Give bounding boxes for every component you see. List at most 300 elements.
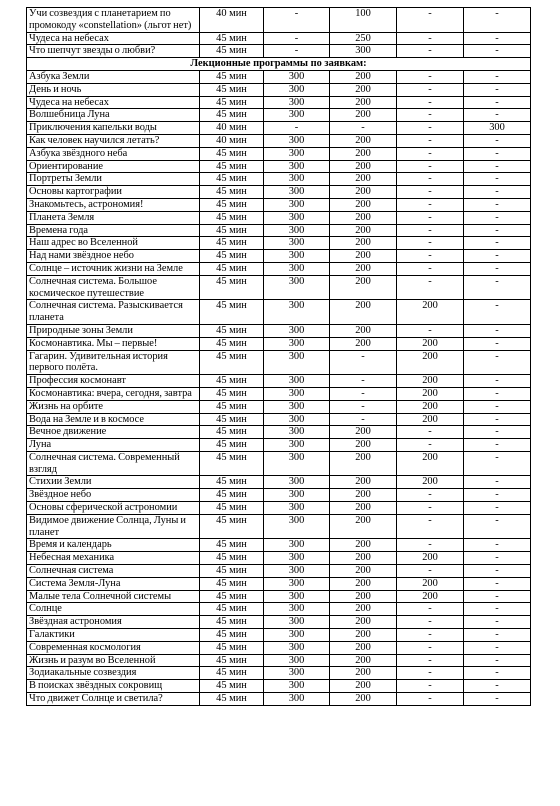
price-col-3-cell: 200 [397, 375, 464, 388]
program-title-cell: Небесная механика [27, 552, 200, 565]
table-row [27, 8, 531, 33]
price-col-2-cell: 200 [330, 514, 397, 539]
price-col-1-cell: 300 [264, 439, 330, 452]
price-col-4-cell: - [464, 83, 531, 96]
price-col-2-cell: 200 [330, 198, 397, 211]
price-col-3-cell: - [397, 122, 464, 135]
price-col-4-cell: - [464, 413, 531, 426]
price-col-1-cell: 300 [264, 275, 330, 300]
price-col-4-cell: - [464, 211, 531, 224]
price-col-1-cell: 300 [264, 413, 330, 426]
price-col-4-cell: - [464, 237, 531, 250]
table-row [27, 590, 531, 603]
price-col-3-cell: - [397, 426, 464, 439]
duration-cell: 45 мин [200, 147, 264, 160]
duration-cell: 45 мин [200, 250, 264, 263]
price-col-2-cell: 200 [330, 439, 397, 452]
price-col-1-cell: 300 [264, 693, 330, 706]
price-col-1-cell: 300 [264, 109, 330, 122]
price-col-1-cell: 300 [264, 629, 330, 642]
price-col-2-cell: 200 [330, 173, 397, 186]
price-col-2-cell: 200 [330, 590, 397, 603]
duration-cell: 40 мин [200, 122, 264, 135]
duration-cell: 45 мин [200, 300, 264, 325]
price-col-2-cell: 200 [330, 629, 397, 642]
price-col-4-cell: - [464, 173, 531, 186]
program-title-cell: Солнечная система. Разыскивается планета [27, 300, 200, 325]
price-col-3-cell: - [397, 514, 464, 539]
price-col-2-cell: 200 [330, 211, 397, 224]
duration-cell: 45 мин [200, 514, 264, 539]
price-col-3-cell: 200 [397, 400, 464, 413]
price-col-2-cell: 200 [330, 641, 397, 654]
duration-cell: 45 мин [200, 667, 264, 680]
table-row [27, 122, 531, 135]
price-col-4-cell: - [464, 616, 531, 629]
price-col-1-cell: 300 [264, 590, 330, 603]
program-title-cell: Солнечная система. Современный взгляд [27, 451, 200, 476]
duration-cell: 45 мин [200, 680, 264, 693]
table-row [27, 109, 531, 122]
price-col-4-cell: - [464, 45, 531, 58]
duration-cell: 45 мин [200, 96, 264, 109]
price-col-4-cell: - [464, 337, 531, 350]
price-col-3-cell: - [397, 262, 464, 275]
price-col-1-cell: 300 [264, 224, 330, 237]
price-col-1-cell: 300 [264, 147, 330, 160]
program-title-cell: Жизнь на орбите [27, 400, 200, 413]
price-col-2-cell: 200 [330, 300, 397, 325]
price-col-1-cell: 300 [264, 173, 330, 186]
price-col-3-cell: - [397, 603, 464, 616]
program-title-cell: Ориентирование [27, 160, 200, 173]
duration-cell: 45 мин [200, 629, 264, 642]
table-row [27, 400, 531, 413]
duration-cell: 45 мин [200, 186, 264, 199]
price-col-4-cell: - [464, 552, 531, 565]
program-title-cell: Жизнь и разум во Вселенной [27, 654, 200, 667]
price-col-1-cell: - [264, 45, 330, 58]
duration-cell: 45 мин [200, 451, 264, 476]
table-row [27, 211, 531, 224]
price-col-1-cell: 300 [264, 70, 330, 83]
price-col-1-cell: 300 [264, 250, 330, 263]
price-col-1-cell: 300 [264, 539, 330, 552]
program-title-cell: Знакомьтесь, астрономия! [27, 198, 200, 211]
price-col-3-cell: 200 [397, 552, 464, 565]
table-row [27, 147, 531, 160]
price-col-1-cell: 300 [264, 552, 330, 565]
table-row [27, 375, 531, 388]
table-row [27, 324, 531, 337]
price-col-2-cell: 200 [330, 426, 397, 439]
price-col-1-cell: 300 [264, 680, 330, 693]
price-col-1-cell: 300 [264, 667, 330, 680]
price-col-3-cell: - [397, 70, 464, 83]
price-col-3-cell: - [397, 629, 464, 642]
price-col-1-cell: 300 [264, 237, 330, 250]
program-title-cell: Чудеса на небесах [27, 32, 200, 45]
duration-cell: 45 мин [200, 45, 264, 58]
price-col-1-cell: 300 [264, 641, 330, 654]
duration-cell: 45 мин [200, 502, 264, 515]
price-col-3-cell: - [397, 32, 464, 45]
program-title-cell: Современная космология [27, 641, 200, 654]
price-col-1-cell: 300 [264, 616, 330, 629]
price-col-2-cell: 200 [330, 237, 397, 250]
price-col-4-cell: - [464, 109, 531, 122]
price-col-3-cell: - [397, 324, 464, 337]
price-col-2-cell: 200 [330, 539, 397, 552]
duration-cell: 45 мин [200, 350, 264, 375]
duration-cell: 45 мин [200, 337, 264, 350]
table-row [27, 300, 531, 325]
program-title-cell: Система Земля-Луна [27, 577, 200, 590]
price-col-2-cell: - [330, 350, 397, 375]
price-col-4-cell: - [464, 654, 531, 667]
price-col-4-cell: - [464, 224, 531, 237]
duration-cell: 45 мин [200, 476, 264, 489]
price-col-4-cell: - [464, 451, 531, 476]
duration-cell: 40 мин [200, 8, 264, 33]
duration-cell: 45 мин [200, 439, 264, 452]
price-col-3-cell: - [397, 224, 464, 237]
table-row [27, 83, 531, 96]
duration-cell: 45 мин [200, 237, 264, 250]
program-title-cell: Гагарин. Удивительная история первого полёта. [27, 350, 200, 375]
price-col-3-cell: - [397, 211, 464, 224]
price-col-2-cell: 200 [330, 160, 397, 173]
price-col-1-cell: 300 [264, 186, 330, 199]
program-title-cell: Чудеса на небесах [27, 96, 200, 109]
program-title-cell: Над нами звёздное небо [27, 250, 200, 263]
price-col-2-cell: 200 [330, 83, 397, 96]
price-col-4-cell: - [464, 667, 531, 680]
price-col-2-cell: 200 [330, 693, 397, 706]
price-col-2-cell: 200 [330, 616, 397, 629]
duration-cell: 45 мин [200, 224, 264, 237]
program-title-cell: Видимое движение Солнца, Луны и планет [27, 514, 200, 539]
price-col-4-cell: - [464, 300, 531, 325]
table-row [27, 237, 531, 250]
price-col-1-cell: 300 [264, 426, 330, 439]
price-col-1-cell: 300 [264, 198, 330, 211]
price-col-4-cell: - [464, 275, 531, 300]
duration-cell: 45 мин [200, 275, 264, 300]
price-col-3-cell: - [397, 160, 464, 173]
table-row [27, 476, 531, 489]
price-col-2-cell: 200 [330, 489, 397, 502]
program-title-cell: Основы картографии [27, 186, 200, 199]
price-col-3-cell: - [397, 641, 464, 654]
program-title-cell: Приключения капельки воды [27, 122, 200, 135]
table-row [27, 262, 531, 275]
program-title-cell: Солнце [27, 603, 200, 616]
duration-cell: 45 мин [200, 324, 264, 337]
price-col-4-cell: - [464, 641, 531, 654]
price-col-4-cell: - [464, 198, 531, 211]
price-col-4-cell: - [464, 590, 531, 603]
table-row [27, 32, 531, 45]
duration-cell: 45 мин [200, 160, 264, 173]
price-col-2-cell: 200 [330, 224, 397, 237]
program-title-cell: Галактики [27, 629, 200, 642]
price-col-3-cell: - [397, 237, 464, 250]
price-col-3-cell: - [397, 8, 464, 33]
table-row [27, 275, 531, 300]
duration-cell: 45 мин [200, 375, 264, 388]
price-col-1-cell: - [264, 8, 330, 33]
table-row [27, 693, 531, 706]
program-title-cell: Космонавтика: вчера, сегодня, завтра [27, 387, 200, 400]
price-col-4-cell: - [464, 70, 531, 83]
duration-cell: 45 мин [200, 198, 264, 211]
price-col-4-cell: - [464, 565, 531, 578]
program-title-cell: Звёздная астрономия [27, 616, 200, 629]
price-col-1-cell: - [264, 32, 330, 45]
duration-cell: 45 мин [200, 693, 264, 706]
table-row [27, 565, 531, 578]
price-col-3-cell: - [397, 502, 464, 515]
table-body-top [27, 8, 531, 58]
price-col-4-cell: - [464, 147, 531, 160]
program-title-cell: Природные зоны Земли [27, 324, 200, 337]
table-row [27, 134, 531, 147]
table-row [27, 451, 531, 476]
table-row [27, 70, 531, 83]
price-col-2-cell: 200 [330, 565, 397, 578]
program-title-cell: Как человек научился летать? [27, 134, 200, 147]
price-col-2-cell: 300 [330, 45, 397, 58]
program-title-cell: Звёздное небо [27, 489, 200, 502]
price-col-3-cell: - [397, 109, 464, 122]
price-col-1-cell: 300 [264, 300, 330, 325]
table-row [27, 224, 531, 237]
price-col-3-cell: - [397, 616, 464, 629]
price-col-1-cell: 300 [264, 489, 330, 502]
table-row [27, 413, 531, 426]
price-col-2-cell: 200 [330, 250, 397, 263]
price-col-4-cell: - [464, 577, 531, 590]
price-col-4-cell: - [464, 350, 531, 375]
price-col-4-cell: 300 [464, 122, 531, 135]
price-col-1-cell: 300 [264, 502, 330, 515]
table-row [27, 667, 531, 680]
duration-cell: 45 мин [200, 32, 264, 45]
table-row [27, 616, 531, 629]
price-col-4-cell: - [464, 160, 531, 173]
price-col-1-cell: 300 [264, 514, 330, 539]
program-title-cell: Вечное движение [27, 426, 200, 439]
duration-cell: 45 мин [200, 590, 264, 603]
table-row [27, 45, 531, 58]
price-col-2-cell: 200 [330, 324, 397, 337]
price-col-1-cell: 300 [264, 337, 330, 350]
price-table [26, 7, 531, 706]
price-col-4-cell: - [464, 250, 531, 263]
price-col-1-cell: 300 [264, 654, 330, 667]
price-col-4-cell: - [464, 426, 531, 439]
price-col-2-cell: 200 [330, 476, 397, 489]
price-col-2-cell: 200 [330, 262, 397, 275]
section-header-row [27, 58, 531, 71]
price-col-4-cell: - [464, 489, 531, 502]
program-title-cell: Профессия космонавт [27, 375, 200, 388]
price-col-1-cell: 300 [264, 577, 330, 590]
price-col-1-cell: 300 [264, 262, 330, 275]
section-header-body [27, 58, 531, 71]
price-col-2-cell: 200 [330, 680, 397, 693]
program-title-cell: Космонавтика. Мы – первые! [27, 337, 200, 350]
price-col-4-cell: - [464, 8, 531, 33]
table-row [27, 96, 531, 109]
duration-cell: 45 мин [200, 552, 264, 565]
table-row [27, 250, 531, 263]
price-col-3-cell: - [397, 250, 464, 263]
price-col-2-cell: 200 [330, 552, 397, 565]
duration-cell: 45 мин [200, 173, 264, 186]
price-col-4-cell: - [464, 680, 531, 693]
price-col-4-cell: - [464, 400, 531, 413]
duration-cell: 45 мин [200, 577, 264, 590]
table-row [27, 552, 531, 565]
duration-cell: 45 мин [200, 70, 264, 83]
program-title-cell: Времена года [27, 224, 200, 237]
price-col-3-cell: - [397, 275, 464, 300]
price-col-1-cell: 300 [264, 324, 330, 337]
table-row [27, 502, 531, 515]
price-col-1-cell: 300 [264, 83, 330, 96]
price-col-3-cell: 200 [397, 350, 464, 375]
price-col-1-cell: 300 [264, 565, 330, 578]
program-title-cell: Что шепчут звезды о любви? [27, 45, 200, 58]
price-col-4-cell: - [464, 32, 531, 45]
price-col-1-cell: - [264, 122, 330, 135]
price-col-1-cell: 300 [264, 387, 330, 400]
price-col-3-cell: - [397, 489, 464, 502]
price-col-1-cell: 300 [264, 96, 330, 109]
price-col-2-cell: 100 [330, 8, 397, 33]
table-row [27, 603, 531, 616]
price-col-3-cell: - [397, 96, 464, 109]
price-col-4-cell: - [464, 603, 531, 616]
price-col-3-cell: - [397, 147, 464, 160]
price-col-3-cell: - [397, 693, 464, 706]
table-row [27, 350, 531, 375]
price-col-2-cell: 200 [330, 667, 397, 680]
price-col-2-cell: - [330, 122, 397, 135]
price-col-3-cell: - [397, 654, 464, 667]
program-title-cell: Основы сферической астрономии [27, 502, 200, 515]
price-col-4-cell: - [464, 387, 531, 400]
price-col-3-cell: 200 [397, 451, 464, 476]
price-col-2-cell: 200 [330, 577, 397, 590]
table-row [27, 539, 531, 552]
table-row [27, 426, 531, 439]
price-col-3-cell: - [397, 539, 464, 552]
program-title-cell: Малые тела Солнечной системы [27, 590, 200, 603]
price-col-4-cell: - [464, 502, 531, 515]
duration-cell: 45 мин [200, 654, 264, 667]
price-col-2-cell: 200 [330, 603, 397, 616]
price-col-1-cell: 300 [264, 400, 330, 413]
price-col-3-cell: - [397, 680, 464, 693]
duration-cell: 45 мин [200, 489, 264, 502]
program-title-cell: Азбука звёздного неба [27, 147, 200, 160]
price-col-3-cell: 200 [397, 300, 464, 325]
price-col-2-cell: 250 [330, 32, 397, 45]
table-row [27, 629, 531, 642]
program-title-cell: В поисках звёздных сокровищ [27, 680, 200, 693]
price-col-2-cell: - [330, 387, 397, 400]
duration-cell: 45 мин [200, 616, 264, 629]
price-col-1-cell: 300 [264, 160, 330, 173]
duration-cell: 45 мин [200, 539, 264, 552]
price-col-2-cell: 200 [330, 134, 397, 147]
table-row [27, 186, 531, 199]
program-title-cell: Портреты Земли [27, 173, 200, 186]
price-col-1-cell: 300 [264, 375, 330, 388]
price-col-4-cell: - [464, 629, 531, 642]
price-col-3-cell: - [397, 83, 464, 96]
price-col-4-cell: - [464, 514, 531, 539]
program-title-cell: Луна [27, 439, 200, 452]
program-title-cell: Волшебница Луна [27, 109, 200, 122]
price-col-2-cell: 200 [330, 275, 397, 300]
price-col-1-cell: 300 [264, 211, 330, 224]
price-col-2-cell: 200 [330, 147, 397, 160]
table-row [27, 577, 531, 590]
price-col-2-cell: 200 [330, 109, 397, 122]
table-row [27, 160, 531, 173]
program-title-cell: Учи созвездия с планетарием по промокоду «constellation» (льгот нет) [27, 8, 200, 33]
price-col-3-cell: 200 [397, 337, 464, 350]
program-title-cell: Время и календарь [27, 539, 200, 552]
duration-cell: 45 мин [200, 603, 264, 616]
program-title-cell: Что движет Солнце и светила? [27, 693, 200, 706]
price-col-3-cell: - [397, 45, 464, 58]
duration-cell: 45 мин [200, 413, 264, 426]
price-col-4-cell: - [464, 134, 531, 147]
price-col-2-cell: 200 [330, 96, 397, 109]
program-title-cell: Солнечная система [27, 565, 200, 578]
table-row [27, 439, 531, 452]
table-row [27, 198, 531, 211]
duration-cell: 45 мин [200, 565, 264, 578]
table-row [27, 514, 531, 539]
duration-cell: 45 мин [200, 83, 264, 96]
price-col-3-cell: - [397, 198, 464, 211]
table-row [27, 680, 531, 693]
price-col-4-cell: - [464, 324, 531, 337]
table-row [27, 654, 531, 667]
price-col-3-cell: - [397, 565, 464, 578]
duration-cell: 45 мин [200, 387, 264, 400]
duration-cell: 40 мин [200, 134, 264, 147]
price-col-4-cell: - [464, 693, 531, 706]
price-col-4-cell: - [464, 262, 531, 275]
table-row [27, 387, 531, 400]
program-title-cell: День и ночь [27, 83, 200, 96]
price-col-2-cell: - [330, 375, 397, 388]
duration-cell: 45 мин [200, 400, 264, 413]
program-title-cell: Зодиакальные созвездия [27, 667, 200, 680]
table-row [27, 641, 531, 654]
program-title-cell: Солнце – источник жизни на Земле [27, 262, 200, 275]
price-col-2-cell: 200 [330, 451, 397, 476]
price-col-1-cell: 300 [264, 350, 330, 375]
table-row [27, 173, 531, 186]
